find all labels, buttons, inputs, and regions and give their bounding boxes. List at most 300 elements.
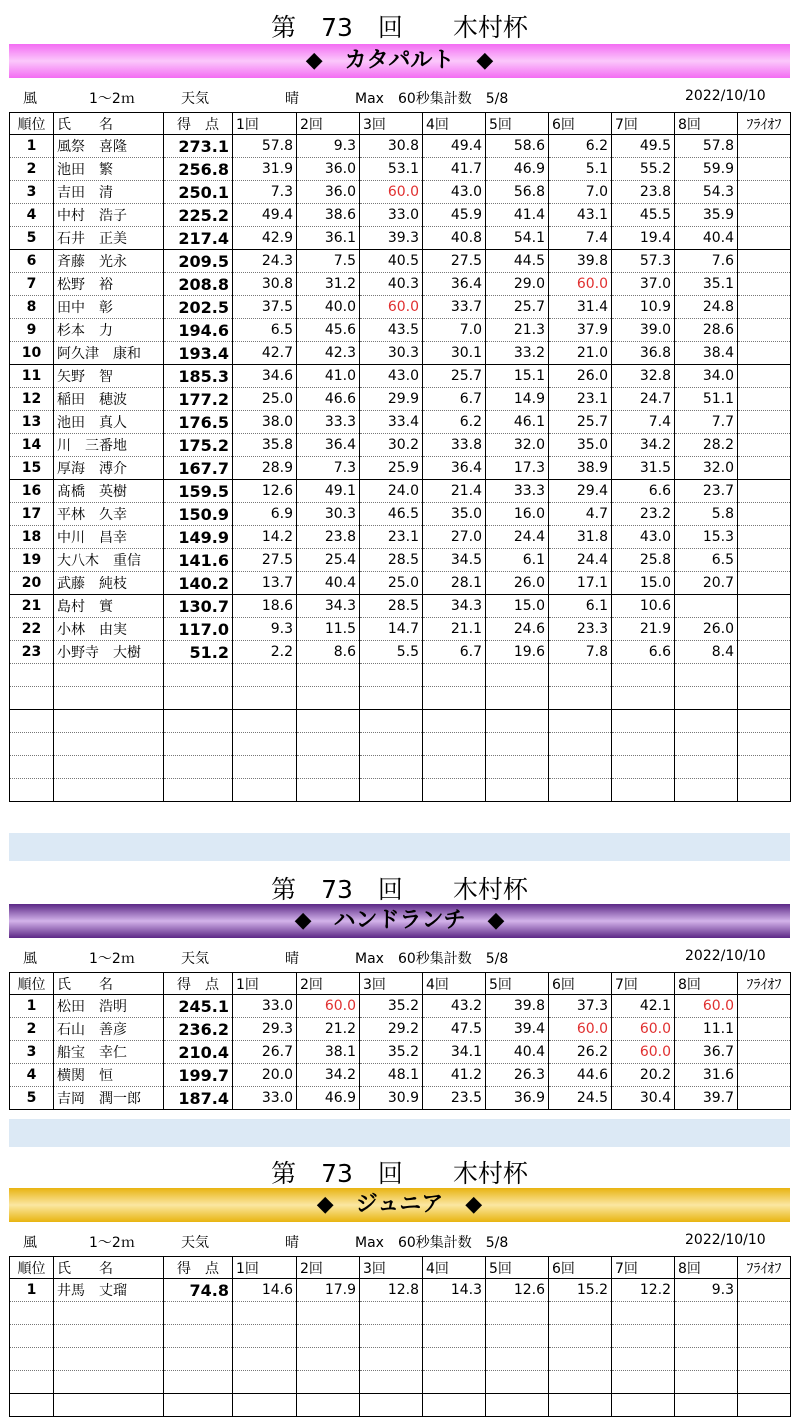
round-cell: 30.9 <box>360 1087 423 1110</box>
empty-cell <box>738 1348 791 1371</box>
name-cell: 島村 實 <box>54 595 164 618</box>
rank-cell: 7 <box>10 273 54 296</box>
flyoff-header: ﾌﾗｲｵﾌ <box>738 113 791 135</box>
name-cell: 田中 彰 <box>54 296 164 319</box>
round-cell: 60.0 <box>549 273 612 296</box>
round-cell: 38.4 <box>675 342 738 365</box>
round-cell: 27.5 <box>423 250 486 273</box>
round-cell: 25.4 <box>297 549 360 572</box>
round-cell <box>675 595 738 618</box>
round-cell: 14.6 <box>233 1279 297 1302</box>
round-cell: 60.0 <box>612 1041 675 1064</box>
round-cell: 13.7 <box>233 572 297 595</box>
round-cell: 49.4 <box>233 204 297 227</box>
round-cell: 7.3 <box>297 457 360 480</box>
empty-cell <box>423 756 486 779</box>
round-cell: 36.8 <box>612 342 675 365</box>
round-cell: 33.3 <box>297 411 360 434</box>
rank-cell: 3 <box>10 181 54 204</box>
empty-cell <box>360 1325 423 1348</box>
round-cell: 33.2 <box>486 342 549 365</box>
round-cell: 21.1 <box>423 618 486 641</box>
round-header: 8回 <box>675 113 738 135</box>
round-cell: 6.2 <box>549 135 612 158</box>
empty-cell <box>423 1302 486 1325</box>
round-header: 1回 <box>233 1257 297 1279</box>
round-cell: 34.2 <box>612 434 675 457</box>
round-cell: 54.3 <box>675 181 738 204</box>
name-cell: 大八木 重信 <box>54 549 164 572</box>
empty-cell <box>297 733 360 756</box>
empty-cell <box>164 664 233 687</box>
round-cell: 60.0 <box>360 296 423 319</box>
round-cell: 34.6 <box>233 365 297 388</box>
round-cell: 24.5 <box>549 1087 612 1110</box>
round-cell: 29.2 <box>360 1018 423 1041</box>
date: 2022/10/10 <box>685 1232 766 1248</box>
empty-cell <box>164 1394 233 1417</box>
round-cell: 46.6 <box>297 388 360 411</box>
round-cell: 49.4 <box>423 135 486 158</box>
empty-cell <box>486 1371 549 1394</box>
name-cell: 池田 真人 <box>54 411 164 434</box>
table-row <box>10 995 791 1018</box>
table-row <box>10 273 791 296</box>
empty-cell <box>486 710 549 733</box>
round-cell: 31.8 <box>549 526 612 549</box>
name-cell: 小林 由実 <box>54 618 164 641</box>
round-cell: 55.2 <box>612 158 675 181</box>
empty-row <box>10 1302 791 1325</box>
empty-cell <box>612 733 675 756</box>
round-cell: 15.0 <box>486 595 549 618</box>
round-cell: 60.0 <box>360 181 423 204</box>
empty-cell <box>297 779 360 802</box>
rank-cell: 1 <box>10 1279 54 1302</box>
round-cell: 31.9 <box>233 158 297 181</box>
round-cell: 16.0 <box>486 503 549 526</box>
round-cell: 12.2 <box>612 1279 675 1302</box>
round-cell: 24.7 <box>612 388 675 411</box>
empty-cell <box>486 1302 549 1325</box>
flyoff-cell <box>738 995 791 1018</box>
rank-cell: 1 <box>10 135 54 158</box>
round-cell: 33.8 <box>423 434 486 457</box>
round-cell: 41.7 <box>423 158 486 181</box>
results-table <box>9 112 791 802</box>
empty-cell <box>10 756 54 779</box>
empty-cell <box>549 733 612 756</box>
round-cell: 7.5 <box>297 250 360 273</box>
empty-cell <box>360 1348 423 1371</box>
round-cell: 43.0 <box>360 365 423 388</box>
table-row <box>10 250 791 273</box>
rank-cell: 3 <box>10 1041 54 1064</box>
name-cell: 中川 昌幸 <box>54 526 164 549</box>
empty-cell <box>612 779 675 802</box>
empty-cell <box>675 1302 738 1325</box>
round-cell: 6.5 <box>675 549 738 572</box>
round-cell: 5.5 <box>360 641 423 664</box>
name-cell: 稲田 穂波 <box>54 388 164 411</box>
round-cell: 10.6 <box>612 595 675 618</box>
round-cell: 40.3 <box>360 273 423 296</box>
round-header: 4回 <box>423 113 486 135</box>
table-row <box>10 1087 791 1110</box>
round-cell: 40.4 <box>675 227 738 250</box>
round-cell: 60.0 <box>675 995 738 1018</box>
round-cell: 44.6 <box>549 1064 612 1087</box>
empty-cell <box>675 1394 738 1417</box>
empty-cell <box>549 1371 612 1394</box>
round-cell: 23.8 <box>297 526 360 549</box>
round-cell: 17.3 <box>486 457 549 480</box>
empty-cell <box>549 1325 612 1348</box>
wind-value: 1～2ｍ <box>89 1235 135 1251</box>
score-cell: 208.8 <box>164 273 233 296</box>
empty-cell <box>612 710 675 733</box>
empty-cell <box>233 733 297 756</box>
score-cell: 159.5 <box>164 480 233 503</box>
score-cell: 225.2 <box>164 204 233 227</box>
empty-cell <box>423 1371 486 1394</box>
competition-title: 第 73 回 木村杯 <box>271 875 528 904</box>
empty-cell <box>423 1394 486 1417</box>
empty-cell <box>54 756 164 779</box>
round-cell: 25.7 <box>549 411 612 434</box>
table-row <box>10 388 791 411</box>
round-cell: 14.2 <box>233 526 297 549</box>
empty-cell <box>360 710 423 733</box>
weather-label: 天気 <box>181 91 209 107</box>
empty-cell <box>297 687 360 710</box>
rank-header: 順位 <box>10 113 54 135</box>
flyoff-cell <box>738 641 791 664</box>
round-cell: 23.7 <box>675 480 738 503</box>
empty-cell <box>164 710 233 733</box>
round-cell: 28.6 <box>675 319 738 342</box>
name-cell: 武藤 純枝 <box>54 572 164 595</box>
score-cell: 187.4 <box>164 1087 233 1110</box>
round-cell: 43.2 <box>423 995 486 1018</box>
round-cell: 23.1 <box>549 388 612 411</box>
empty-cell <box>675 1348 738 1371</box>
score-cell: 176.5 <box>164 411 233 434</box>
round-cell: 7.4 <box>612 411 675 434</box>
empty-cell <box>10 710 54 733</box>
round-cell: 38.9 <box>549 457 612 480</box>
round-cell: 33.0 <box>233 995 297 1018</box>
rank-cell: 6 <box>10 250 54 273</box>
score-cell: 210.4 <box>164 1041 233 1064</box>
score-cell: 185.3 <box>164 365 233 388</box>
flyoff-header: ﾌﾗｲｵﾌ <box>738 1257 791 1279</box>
table-row <box>10 227 791 250</box>
round-cell: 28.5 <box>360 595 423 618</box>
wind-label: 風 <box>23 951 37 967</box>
flyoff-cell <box>738 549 791 572</box>
name-header: 氏 名 <box>54 973 164 995</box>
round-cell: 56.8 <box>486 181 549 204</box>
round-header: 5回 <box>486 1257 549 1279</box>
conditions-row <box>9 944 790 968</box>
round-cell: 9.3 <box>675 1279 738 1302</box>
empty-cell <box>612 687 675 710</box>
competition-title: 第 73 回 木村杯 <box>271 1159 528 1188</box>
round-cell: 11.1 <box>675 1018 738 1041</box>
round-cell: 33.4 <box>360 411 423 434</box>
table-row <box>10 342 791 365</box>
table-row <box>10 549 791 572</box>
empty-row <box>10 687 791 710</box>
rank-cell: 16 <box>10 480 54 503</box>
empty-cell <box>10 687 54 710</box>
round-header: 3回 <box>360 113 423 135</box>
empty-cell <box>738 1371 791 1394</box>
round-cell: 20.0 <box>233 1064 297 1087</box>
rank-cell: 9 <box>10 319 54 342</box>
round-cell: 49.5 <box>612 135 675 158</box>
empty-cell <box>360 1394 423 1417</box>
empty-cell <box>10 1371 54 1394</box>
empty-cell <box>612 756 675 779</box>
empty-cell <box>423 733 486 756</box>
empty-cell <box>612 1302 675 1325</box>
round-cell: 25.7 <box>486 296 549 319</box>
empty-cell <box>54 733 164 756</box>
empty-cell <box>233 710 297 733</box>
rank-cell: 5 <box>10 1087 54 1110</box>
empty-cell <box>360 687 423 710</box>
round-cell: 31.4 <box>549 296 612 319</box>
table-row <box>10 503 791 526</box>
empty-cell <box>360 779 423 802</box>
empty-cell <box>486 1348 549 1371</box>
rank-cell: 21 <box>10 595 54 618</box>
table-row <box>10 1041 791 1064</box>
name-cell: 石井 正美 <box>54 227 164 250</box>
competition-title: 第 73 回 木村杯 <box>271 13 528 42</box>
empty-cell <box>10 779 54 802</box>
empty-cell <box>738 779 791 802</box>
round-header: 3回 <box>360 1257 423 1279</box>
round-cell: 8.4 <box>675 641 738 664</box>
empty-row <box>10 1348 791 1371</box>
empty-cell <box>612 1394 675 1417</box>
results-table <box>9 972 791 1110</box>
empty-cell <box>297 710 360 733</box>
table-row <box>10 480 791 503</box>
round-cell: 37.5 <box>233 296 297 319</box>
rank-cell: 17 <box>10 503 54 526</box>
table-row <box>10 1018 791 1041</box>
flyoff-cell <box>738 365 791 388</box>
empty-cell <box>360 664 423 687</box>
table-row <box>10 457 791 480</box>
date: 2022/10/10 <box>685 88 766 104</box>
empty-cell <box>675 1325 738 1348</box>
round-cell: 36.0 <box>297 158 360 181</box>
round-cell: 34.3 <box>297 595 360 618</box>
round-cell: 43.0 <box>423 181 486 204</box>
round-header: 2回 <box>297 1257 360 1279</box>
round-cell: 46.1 <box>486 411 549 434</box>
empty-cell <box>233 1325 297 1348</box>
round-cell: 42.7 <box>233 342 297 365</box>
empty-cell <box>10 1348 54 1371</box>
round-header: 1回 <box>233 973 297 995</box>
weather-value: 晴 <box>285 951 299 967</box>
round-cell: 41.2 <box>423 1064 486 1087</box>
header-row <box>10 113 791 135</box>
empty-cell <box>675 779 738 802</box>
flyoff-cell <box>738 434 791 457</box>
empty-cell <box>549 710 612 733</box>
round-cell: 4.7 <box>549 503 612 526</box>
empty-cell <box>612 1325 675 1348</box>
name-cell: 松田 浩明 <box>54 995 164 1018</box>
score-cell: 245.1 <box>164 995 233 1018</box>
flyoff-cell <box>738 273 791 296</box>
round-cell: 42.1 <box>612 995 675 1018</box>
round-cell: 6.6 <box>612 641 675 664</box>
score-cell: 256.8 <box>164 158 233 181</box>
round-cell: 54.1 <box>486 227 549 250</box>
rank-cell: 15 <box>10 457 54 480</box>
wind-label: 風 <box>23 1235 37 1251</box>
rank-cell: 1 <box>10 995 54 1018</box>
empty-cell <box>297 1348 360 1371</box>
score-cell: 250.1 <box>164 181 233 204</box>
score-cell: 141.6 <box>164 549 233 572</box>
round-cell: 36.9 <box>486 1087 549 1110</box>
round-cell: 32.0 <box>675 457 738 480</box>
round-cell: 14.9 <box>486 388 549 411</box>
round-header: 7回 <box>612 973 675 995</box>
round-cell: 42.9 <box>233 227 297 250</box>
round-cell: 30.8 <box>233 273 297 296</box>
round-cell: 53.1 <box>360 158 423 181</box>
round-cell: 2.2 <box>233 641 297 664</box>
empty-cell <box>233 1371 297 1394</box>
round-cell: 43.0 <box>612 526 675 549</box>
round-cell: 41.4 <box>486 204 549 227</box>
round-cell: 36.7 <box>675 1041 738 1064</box>
round-cell: 17.1 <box>549 572 612 595</box>
empty-cell <box>10 1394 54 1417</box>
flyoff-cell <box>738 204 791 227</box>
table-row <box>10 1279 791 1302</box>
round-cell: 36.1 <box>297 227 360 250</box>
rank-cell: 8 <box>10 296 54 319</box>
empty-cell <box>164 1302 233 1325</box>
round-cell: 40.8 <box>423 227 486 250</box>
empty-cell <box>297 1394 360 1417</box>
weather-label: 天気 <box>181 951 209 967</box>
round-cell: 47.5 <box>423 1018 486 1041</box>
table-row <box>10 1064 791 1087</box>
round-header: 3回 <box>360 973 423 995</box>
round-cell: 35.2 <box>360 1041 423 1064</box>
round-cell: 40.0 <box>297 296 360 319</box>
round-cell: 24.3 <box>233 250 297 273</box>
round-cell: 43.1 <box>549 204 612 227</box>
round-cell: 36.4 <box>297 434 360 457</box>
round-header: 5回 <box>486 973 549 995</box>
round-header: 6回 <box>549 973 612 995</box>
round-cell: 36.0 <box>297 181 360 204</box>
wind-label: 風 <box>23 91 37 107</box>
round-cell: 20.7 <box>675 572 738 595</box>
round-cell: 32.0 <box>486 434 549 457</box>
empty-cell <box>297 1325 360 1348</box>
rank-cell: 5 <box>10 227 54 250</box>
round-cell: 28.5 <box>360 549 423 572</box>
round-cell: 23.1 <box>360 526 423 549</box>
score-cell: 167.7 <box>164 457 233 480</box>
round-cell: 12.8 <box>360 1279 423 1302</box>
round-cell: 9.3 <box>297 135 360 158</box>
max-note: Max 60秒集計数 5/8 <box>355 1235 509 1251</box>
empty-cell <box>233 1348 297 1371</box>
empty-cell <box>486 779 549 802</box>
section-divider <box>9 1119 790 1147</box>
round-cell: 24.0 <box>360 480 423 503</box>
empty-cell <box>486 756 549 779</box>
empty-cell <box>164 687 233 710</box>
empty-cell <box>54 664 164 687</box>
name-cell: 池田 繁 <box>54 158 164 181</box>
flyoff-cell <box>738 480 791 503</box>
empty-cell <box>54 710 164 733</box>
round-cell: 30.3 <box>297 503 360 526</box>
round-cell: 15.3 <box>675 526 738 549</box>
round-cell: 15.1 <box>486 365 549 388</box>
round-cell: 21.9 <box>612 618 675 641</box>
table-row <box>10 204 791 227</box>
round-cell: 51.1 <box>675 388 738 411</box>
round-header: 2回 <box>297 973 360 995</box>
results-table <box>9 1256 791 1417</box>
round-cell: 39.0 <box>612 319 675 342</box>
name-cell: 川 三番地 <box>54 434 164 457</box>
round-cell: 34.3 <box>423 595 486 618</box>
name-header: 氏 名 <box>54 1257 164 1279</box>
round-cell: 28.2 <box>675 434 738 457</box>
round-cell: 23.5 <box>423 1087 486 1110</box>
name-cell: 吉田 清 <box>54 181 164 204</box>
flyoff-cell <box>738 250 791 273</box>
round-cell: 33.7 <box>423 296 486 319</box>
empty-cell <box>10 1302 54 1325</box>
empty-cell <box>164 779 233 802</box>
round-cell: 46.9 <box>297 1087 360 1110</box>
round-cell: 33.0 <box>360 204 423 227</box>
weather-label: 天気 <box>181 1235 209 1251</box>
round-cell: 33.3 <box>486 480 549 503</box>
empty-cell <box>612 664 675 687</box>
rank-cell: 18 <box>10 526 54 549</box>
round-cell: 12.6 <box>486 1279 549 1302</box>
table-row <box>10 365 791 388</box>
empty-cell <box>612 1348 675 1371</box>
score-header: 得 点 <box>164 973 233 995</box>
round-cell: 6.7 <box>423 641 486 664</box>
empty-cell <box>738 733 791 756</box>
rank-cell: 10 <box>10 342 54 365</box>
score-cell: 199.7 <box>164 1064 233 1087</box>
round-cell: 39.3 <box>360 227 423 250</box>
